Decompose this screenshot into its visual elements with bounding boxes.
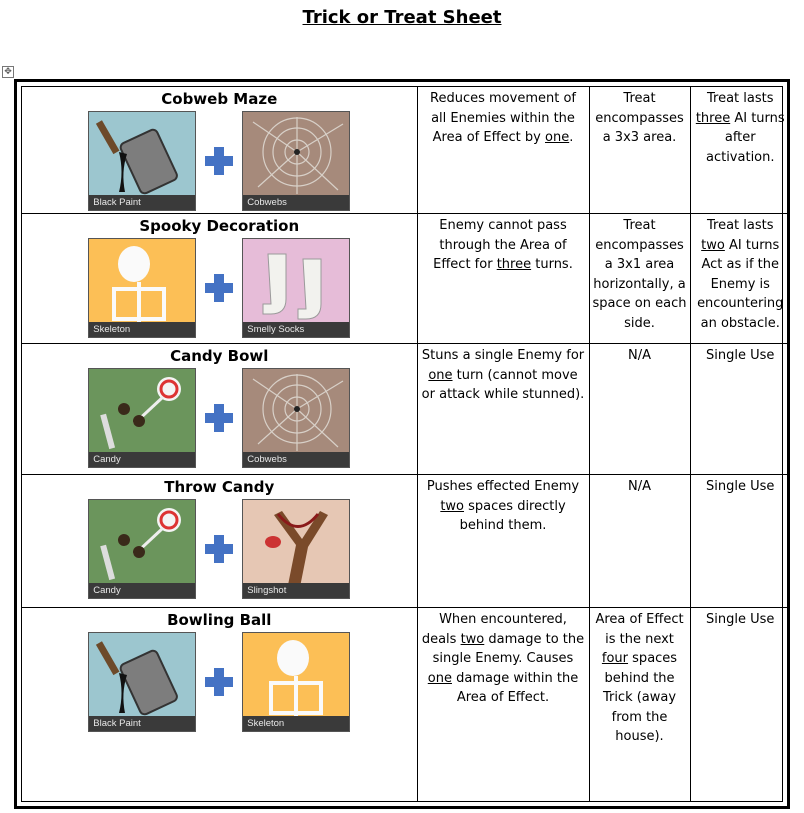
black-paint-tile <box>88 632 196 732</box>
skeleton-tile <box>242 632 350 732</box>
effect-text-end: damage within the Area of Effect. <box>451 670 579 705</box>
effect-text: Enemy cannot pass through the Area of Effect for <box>433 218 567 272</box>
duration-cell <box>690 87 790 214</box>
duration-cell: Single Use <box>690 475 790 608</box>
duration-emphasis: two <box>701 237 725 253</box>
duration-emphasis: three <box>695 110 731 126</box>
effect-text-end: spaces directly behind them. <box>459 498 566 533</box>
table-move-handle-icon[interactable]: ✥ <box>2 66 14 78</box>
tile-caption: Cobwebs <box>243 452 349 467</box>
smelly-socks-tile <box>242 238 350 338</box>
effect-text: Stuns a single Enemy for <box>421 348 585 363</box>
area-emphasis: four <box>601 651 629 666</box>
slingshot-tile <box>242 499 350 599</box>
trick-name: Throw Candy <box>164 478 275 496</box>
trick-table-inner <box>21 86 783 802</box>
duration-text-end: AI turns after activation. <box>705 110 785 165</box>
tile-caption: Candy <box>89 452 195 467</box>
duration-text: Treat lasts <box>706 91 774 106</box>
effect-text: When encountered, deals <box>421 612 567 647</box>
trick-name: Bowling Ball <box>167 611 272 629</box>
tile-caption: Black Paint <box>89 195 195 210</box>
area-cell: Treat encompasses a 3x1 area horizontally, a space on each side. <box>589 214 690 344</box>
effect-text-end: turn (cannot move or attack while stunned). <box>421 367 585 402</box>
effect-cell <box>417 214 589 344</box>
ingredient-combo <box>25 111 414 211</box>
ingredient-combo <box>25 632 414 732</box>
tile-caption: Slingshot <box>243 583 349 598</box>
candy-tile <box>88 368 196 468</box>
effect-emphasis: two <box>440 498 465 514</box>
table-row <box>22 608 790 802</box>
trick-cell <box>22 344 417 475</box>
trick-cell <box>22 87 417 214</box>
effect-emphasis: one <box>428 367 453 383</box>
candy-tile <box>88 499 196 599</box>
effect-text: Pushes effected Enemy <box>426 479 580 494</box>
effect-cell <box>417 344 589 475</box>
table-row <box>22 475 790 608</box>
duration-text-end: AI turns Act as if the Enemy is encountering an obstacle. <box>697 237 784 331</box>
plus-icon <box>205 404 233 432</box>
area-cell: N/A <box>589 344 690 475</box>
area-cell: N/A <box>589 475 690 608</box>
duration-cell: Single Use <box>690 608 790 802</box>
area-text-end: spaces behind the Trick (away from the house). <box>602 651 678 744</box>
tile-caption: Cobwebs <box>243 195 349 210</box>
tile-caption: Candy <box>89 583 195 598</box>
effect-emphasis: three <box>496 257 532 272</box>
plus-icon <box>205 535 233 563</box>
table-row <box>22 214 790 344</box>
duration-cell <box>690 214 790 344</box>
area-cell: Treat encompasses a 3x3 area. <box>589 87 690 214</box>
black-paint-tile <box>88 111 196 211</box>
effect-text-end: turns. <box>531 257 573 272</box>
trick-name: Spooky Decoration <box>139 217 300 235</box>
effect-text-end: . <box>569 130 574 145</box>
ingredient-combo <box>25 368 414 468</box>
effect-cell <box>417 608 589 802</box>
trick-name: Candy Bowl <box>170 347 269 365</box>
tile-caption: Smelly Socks <box>243 322 349 337</box>
plus-icon <box>205 147 233 175</box>
table-row <box>22 344 790 475</box>
tile-caption: Skeleton <box>89 322 195 337</box>
trick-table <box>22 87 790 801</box>
tile-caption: Skeleton <box>243 716 349 731</box>
trick-name: Cobweb Maze <box>161 90 278 108</box>
trick-cell <box>22 608 417 802</box>
area-text: Area of Effect is the next <box>595 612 684 647</box>
ingredient-combo <box>25 499 414 599</box>
ingredient-combo <box>25 238 414 338</box>
trick-cell <box>22 475 417 608</box>
effect-emphasis: one <box>545 130 570 145</box>
trick-cell <box>22 214 417 344</box>
plus-icon <box>205 668 233 696</box>
table-row <box>22 87 790 214</box>
effect-text: Reduces movement of all Enemies within the Area of Effect by <box>430 91 576 145</box>
effect-emphasis: two <box>460 631 485 647</box>
area-cell <box>589 608 690 802</box>
effect-cell <box>417 87 589 214</box>
tile-caption: Black Paint <box>89 716 195 731</box>
duration-text: Treat lasts <box>706 218 774 233</box>
cobwebs-tile <box>242 368 350 468</box>
trick-table-frame <box>14 79 790 809</box>
plus-icon <box>205 274 233 302</box>
effect-cell <box>417 475 589 608</box>
skeleton-tile <box>88 238 196 338</box>
effect-emphasis-2: one <box>427 670 452 686</box>
effect-text-mid: damage to the single Enemy. Causes <box>432 631 585 666</box>
page-title: Trick or Treat Sheet <box>302 7 502 28</box>
duration-cell: Single Use <box>690 344 790 475</box>
cobwebs-tile <box>242 111 350 211</box>
